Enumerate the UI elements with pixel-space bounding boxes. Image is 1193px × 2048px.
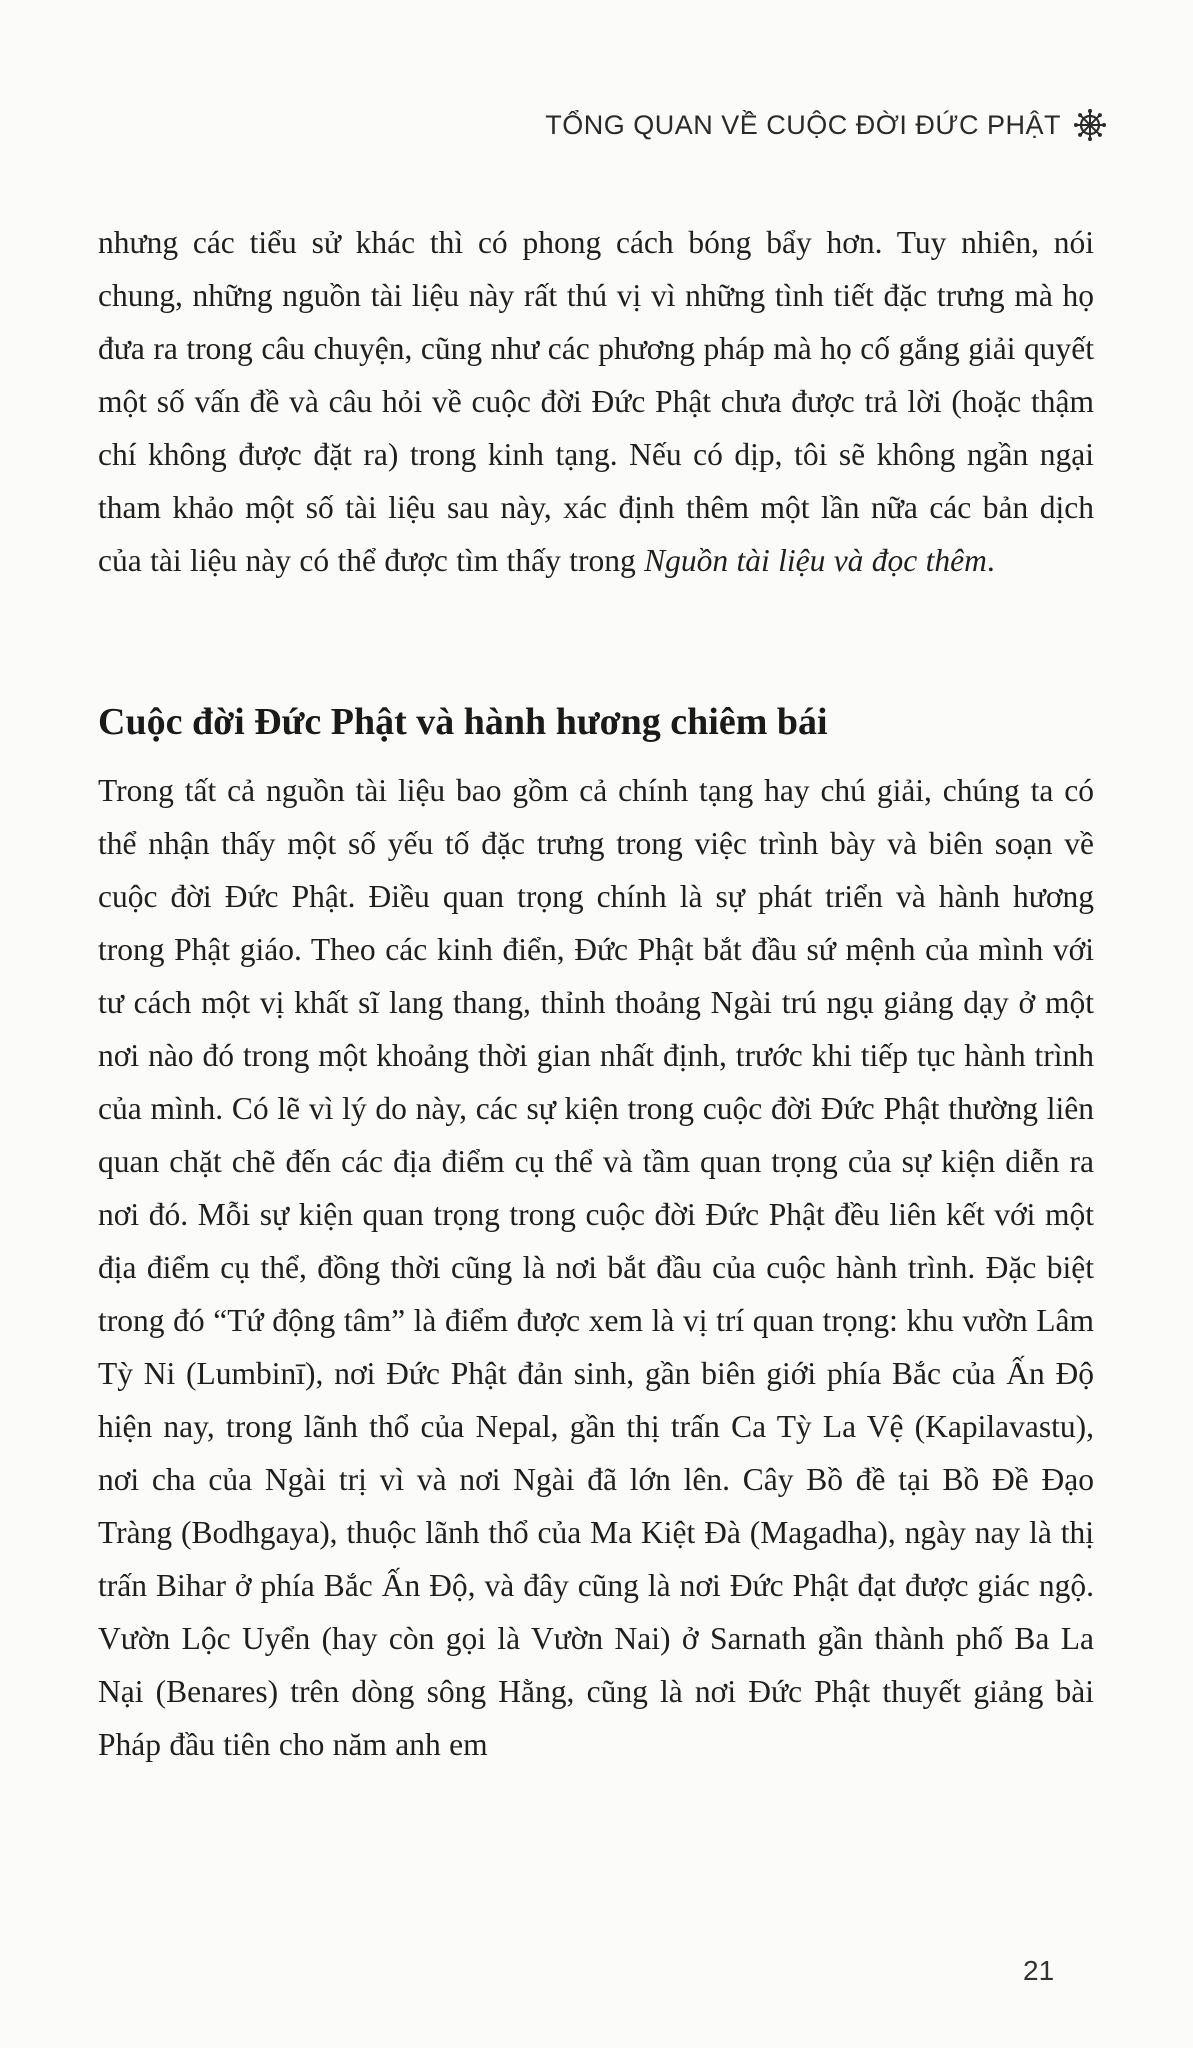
reference-title: Nguồn tài liệu và đọc thêm bbox=[644, 543, 987, 578]
paragraph-text-end: . bbox=[986, 543, 995, 578]
page-number: 21 bbox=[1023, 1955, 1055, 1986]
paragraph-text: Trong tất cả nguồn tài liệu bao gồm cả chính tạng hay chú giải, chúng ta có thể nhận thấy một số yếu tố đặc trưng trong việc trình bày và biên soạn về cuộc đời Đức Phật. Điều quan trọng chính là sự phát triển và hành hương trong Phật giáo. Theo các kinh điển, Đức Phật bắt đầu sứ mệnh của mình với tư cách một vị khất sĩ lang thang, thỉnh thoảng Ngài trú ngụ giảng dạy ở một nơi nào đó trong một khoảng thời gian nhất định, trước khi tiếp tục hành trình của mình. Có lẽ vì lý do này, các sự kiện trong cuộc đời Đức Phật thường liên quan chặt chẽ đến các địa điểm cụ thể và tầm quan trọng của sự kiện diễn ra nơi đó. Mỗi sự kiện quan trọng trong cuộc đời Đức Phật đều liên kết với một địa điểm cụ thể, đồng thời cũng là nơi bắt đầu của cuộc hành trình. Đặc biệt trong đó “Tứ động tâm” là điểm được xem là vị trí quan trọng: khu vườn Lâm Tỳ Ni (Lumbinī), nơi Đức Phật đản sinh, gần biên giới phía Bắc của Ấn Độ hiện nay, trong lãnh thổ của Nepal, gần thị trấn Ca Tỳ La Vệ (Kapilavastu), nơi cha của Ngài trị vì và nơi Ngài đã lớn lên. Cây Bồ đề tại Bồ Đề Đạo Tràng (Bodhgaya), thuộc lãnh thổ của Ma Kiệt Đà (Magadha), ngày nay là thị trấn Bihar ở phía Bắc Ấn Độ, và đây cũng là nơi Đức Phật đạt được giác ngộ. Vườn Lộc Uyển (hay còn gọi là Vườn Nai) ở Sarnath gần thành phố Ba La Nại (Benares) trên dòng sông Hằng, cũng là nơi Đức Phật thuyết giảng bài Pháp đầu tiên cho năm anh em bbox=[98, 773, 1094, 1762]
dharma-wheel-icon bbox=[1073, 108, 1107, 142]
paragraph-text bbox=[98, 216, 1094, 587]
paragraph-continued bbox=[98, 216, 1094, 587]
section-paragraph bbox=[98, 764, 1094, 1771]
section-heading: Cuộc đời Đức Phật và hành hương chiêm bái bbox=[98, 701, 828, 743]
running-header bbox=[545, 108, 1107, 142]
paragraph-text-main: nhưng các tiểu sử khác thì có phong cách bóng bẩy hơn. Tuy nhiên, nói chung, những nguồn tài liệu này rất thú vị vì những tình tiết đặc trưng mà họ đưa ra trong câu chuyện, cũng như các phương pháp mà họ cố gắng giải quyết một số vấn đề và câu hỏi về cuộc đời Đức Phật chưa được trả lời (hoặc thậm chí không được đặt ra) trong kinh tạng. Nếu có dịp, tôi sẽ không ngần ngại tham khảo một số tài liệu sau này, xác định thêm một lần nữa các bản dịch của tài liệu này có thể được tìm thấy trong bbox=[98, 225, 1094, 578]
running-title: TỔNG QUAN VỀ CUỘC ĐỜI ĐỨC PHẬT bbox=[545, 109, 1061, 140]
